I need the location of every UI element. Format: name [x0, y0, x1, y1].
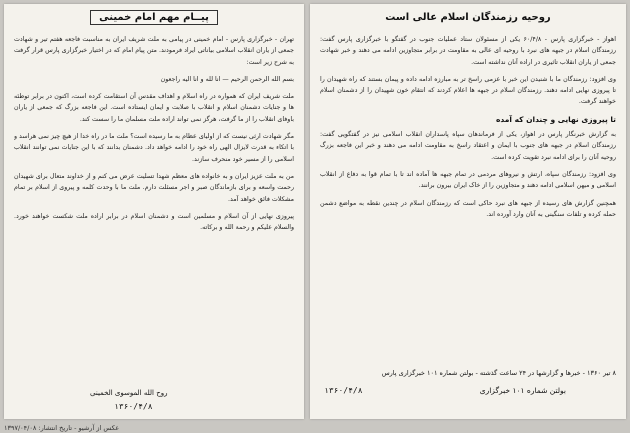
right-paragraph: وی افزود: رزمندگان ما با شنیدن این خبر با عزمی راسخ تر به مبارزه ادامه داده و پیمان بستند که راه شهیدان را تا پیروزی نهایی ادامه دهند. رزمندگان اسلام در جبهه ها اعلام کردند که انتقام خون شهیدان را از دشمنان اسلام خواهند گرفت. — [320, 75, 616, 106]
left-paragraph: مگر شهادت ارثی نیست که از اولیای عظام به ما رسیده است؟ ملت ما در راه خدا از هیچ چیز نمی هراسد و با اتکاء به قدرت لایزال الهی راه خود را ادامه خواهد داد. دشمنان بدانند که با این جنایات نمی توانند انقلاب اسلامی را از مسیر خود منحرف سازند. — [14, 133, 294, 163]
right-document-page — [310, 4, 626, 419]
image-credit-watermark: عکس از آرشیو - تاریخ انتشار: ۱۳۹۷/۰۴/۰۸ — [4, 424, 120, 432]
left-document-page — [4, 4, 304, 419]
left-page-heading: پیــام مهم امام خمینی — [4, 12, 304, 23]
left-page-body — [14, 34, 294, 383]
right-paragraph: همچنین گزارش های رسیده از جبهه های نبرد حاکی است که رزمندگان اسلام در چندین نقطه به مواضع دشمن حمله کرده و تلفات سنگینی به آنان وارد آورده اند. — [320, 199, 616, 218]
left-date: ۱۳۶۰/۴/۸ — [114, 402, 153, 411]
right-paragraph: وی افزود: رزمندگان سپاه، ارتش و نیروهای مردمی در تمام جبهه ها آماده اند تا با تمام قوا به دفاع از انقلاب اسلامی و میهن اسلامی ادامه دهند و متجاوزین را از خاک ایران بیرون برانند. — [320, 170, 616, 190]
left-paragraph: ملت شریف ایران که همواره در راه اسلام و اهداف مقدس آن استقامت کرده است، اکنون در برابر توطئه ها و جنایات دشمنان اسلام و انقلاب با صلابت و ایمان ایستاده است. این فاجعه بزرگ که جمعی از یاران باوفای انقلاب را از ما گرفت، هرگز نمی تواند اراده ملت مسلمان ما را سست کند. — [14, 93, 294, 123]
right-page-body — [320, 34, 616, 363]
right-paragraph: به گزارش خبرنگار پارس در اهواز، یکی از فرماندهان سپاه پاسداران انقلاب اسلامی نیز در گفتگویی گفت: رزمندگان اسلام در جبهه های جنوب با ایمان و اعتقاد راسخ به مقاومت ادامه می دهند و خبر این فاجعه بزرگ روحیه آنان را برای ادامه نبرد تقویت کرده است. — [320, 131, 616, 161]
right-paragraph: اهواز - خبرگزاری پارس - ۶۰/۴/۸ یکی از مسئولان ستاد عملیات جنوب در گفتگو با خبرگزاری پارس گفت: رزمندگان اسلام در جبهه های نبرد با روحیه ای عالی به مقاومت در برابر متجاوزین ادامه می دهند و خبر شهادت جمعی از یاران انقلاب تاثیری در اراده آنان نداشته است. — [320, 36, 616, 66]
right-bulletin-label: بولتن شماره ۱۰۱ خبرگزاری — [479, 386, 566, 395]
left-paragraph: تهران - خبرگزاری پارس - امام خمینی در پیامی به ملت شریف ایران به مناسبت فاجعه هفتم تیر و شهادت جمعی از یاران انقلاب اسلامی بیاناتی ایراد فرمودند. متن پیام امام که در اختیار خبرگزاری پارس قرار گرفت به شرح زیر است: — [14, 36, 294, 66]
left-paragraph: پیروزی نهایی از آن اسلام و مسلمین است و دشمنان اسلام در برابر اراده ملت شکست خواهند خورد. والسلام علیکم و رحمة الله و برکاته. — [14, 212, 294, 232]
right-subheading: تا پیروزی نهایی و چندان که آمده — [496, 114, 616, 124]
left-signature: روح الله الموسوی الخمینی — [90, 389, 168, 397]
left-paragraph: بسم الله الرحمن الرحیم — انا لله و انا الیه راجعون — [160, 75, 294, 83]
left-paragraph: من به ملت عزیز ایران و به خانواده های معظم شهدا تسلیت عرض می کنم و از خداوند متعال برای شهیدان رحمت واسعه و برای بازماندگان صبر و اجر مسئلت دارم. ملت ما با وحدت کلمه و پیروی از اسلام بر تمام مشکلات فائق خواهد آمد. — [14, 172, 294, 203]
right-footnote: ۸ تیر ۱۳۶۰ - خبرها و گزارشها در ۲۴ ساعت گذشته - بولتن شماره ۱۰۱ خبرگزاری پارس — [381, 369, 616, 377]
right-date: ۱۳۶۰/۴/۸ — [324, 386, 363, 395]
right-page-heading: روحیه رزمندگان اسلام عالی است — [385, 12, 551, 23]
